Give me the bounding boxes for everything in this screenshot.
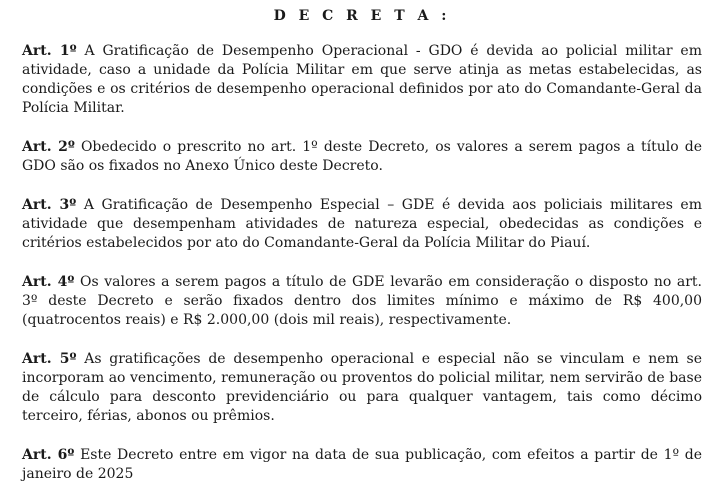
article-text: A Gratificação de Desempenho Especial – GDE é devida aos policiais militares em atividade que desempenham atividades de natureza especial, obedecidas as condições e critérios estabelecidos por ato do Comandante-Geral da Polícia Militar do Piauí. — [22, 197, 702, 251]
article-6 — [22, 446, 702, 484]
article-2 — [22, 138, 702, 176]
article-1 — [22, 42, 702, 118]
article-text: A Gratificação de Desempenho Operacional - GDO é devida ao policial militar em atividade, caso a unidade da Polícia Militar em que serve atinja as metas estabelecidas, as condições e os critérios de desempenho operacional definidos por ato do Comandante-Geral da Polícia Militar. — [22, 43, 702, 116]
article-label: Art. 4º — [22, 274, 75, 290]
article-label: Art. 5º — [22, 351, 77, 367]
article-5 — [22, 350, 702, 426]
article-label: Art. 2º — [22, 139, 75, 155]
article-text: As gratificações de desempenho operacional e especial não se vinculam e nem se incorporam ao vencimento, remuneração ou proventos do policial militar, nem servirão de base de cálculo para desconto previdenciário ou para qualquer vantagem, tais como décimo terceiro, férias, abonos ou prêmios. — [22, 351, 702, 424]
article-text: Obedecido o prescrito no art. 1º deste Decreto, os valores a serem pagos a título de GDO são os fixados no Anexo Único deste Decreto. — [22, 139, 702, 174]
article-label: Art. 3º — [22, 197, 77, 213]
article-text: Os valores a serem pagos a título de GDE levarão em consideração o disposto no art. 3º deste Decreto e serão fixados dentro dos limites mínimo e máximo de R$ 400,00 (quatrocentos reais) e R$ 2.000,00 (dois mil reais), respectivamente. — [22, 274, 702, 328]
article-label: Art. 1º — [22, 43, 77, 59]
article-4 — [22, 273, 702, 330]
article-label: Art. 6º — [22, 447, 75, 463]
article-3 — [22, 196, 702, 253]
decree-heading: D E C R E T A : — [273, 8, 451, 24]
article-text: Este Decreto entre em vigor na data de sua publicação, com efeitos a partir de 1º de janeiro de 2025 — [22, 447, 702, 482]
decree-document — [22, 6, 702, 484]
